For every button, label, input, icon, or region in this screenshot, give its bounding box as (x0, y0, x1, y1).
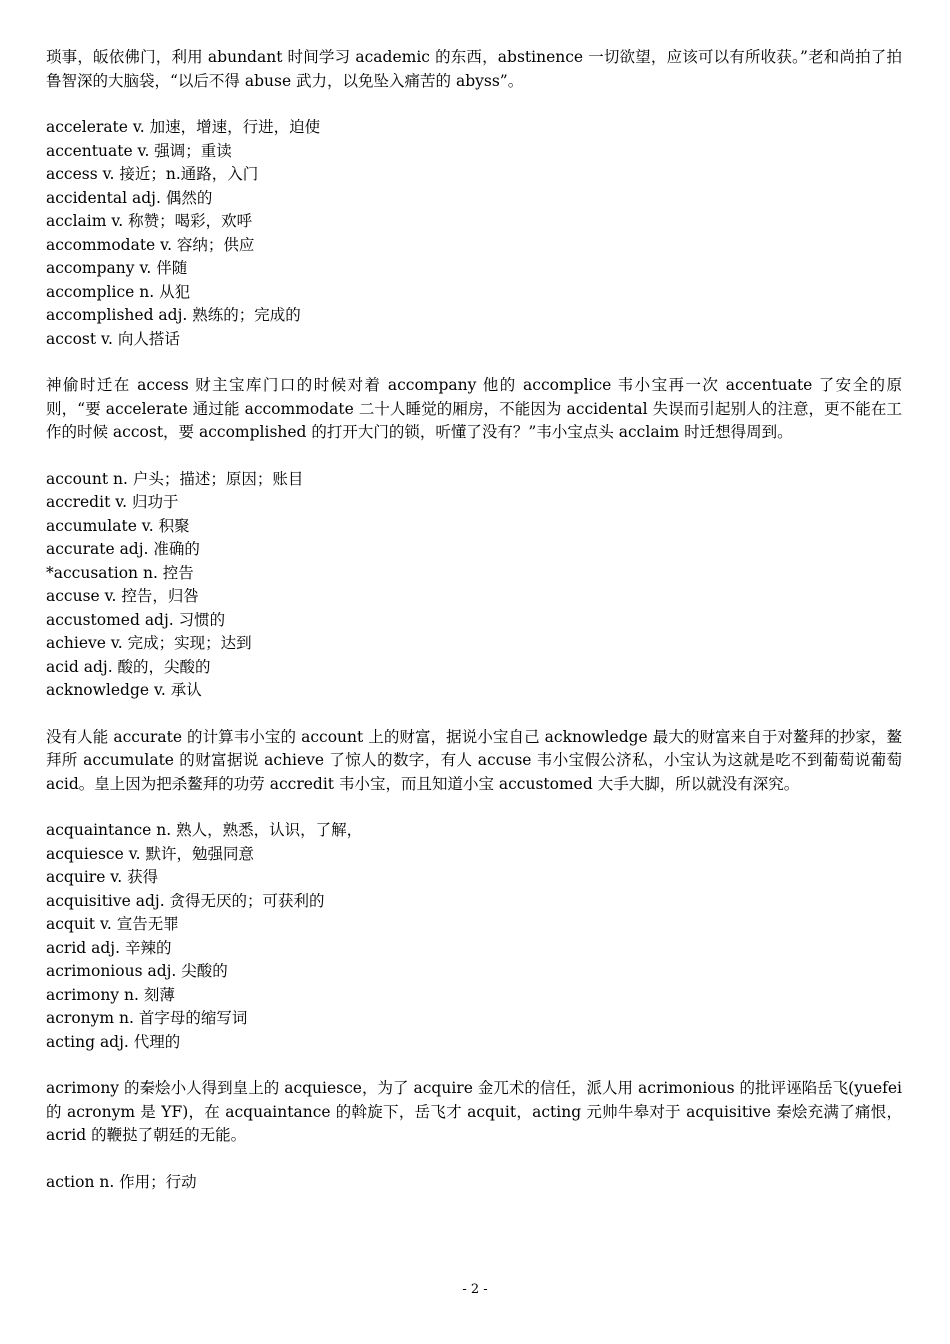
vocabulary-entry: acrimony n. 刻薄 (46, 985, 175, 1004)
paragraph-gap (46, 703, 902, 726)
vocabulary-entry: acrid adj. 辛辣的 (46, 938, 172, 957)
paragraph-gap (46, 796, 902, 819)
page-number: - 2 - (462, 1282, 488, 1297)
paragraph-gap (46, 1148, 902, 1171)
vocabulary-entry: accustomed adj. 习惯的 (46, 610, 226, 629)
vocabulary-entry: acid adj. 酸的，尖酸的 (46, 657, 211, 676)
vocabulary-entry: accost v. 向人搭话 (46, 329, 180, 348)
vocabulary-entry: acquit v. 宣告无罪 (46, 915, 179, 933)
vocabulary-list (46, 819, 902, 1054)
vocabulary-entry: acclaim v. 称赞；喝彩，欢呼 (46, 212, 253, 230)
vocabulary-entry: accompany v. 伴随 (46, 259, 188, 277)
vocabulary-entry: access v. 接近；n.通路，入门 (46, 165, 259, 183)
vocabulary-entry: acquisitive adj. 贪得无厌的；可获利的 (46, 891, 325, 910)
vocabulary-entry: accentuate v. 强调；重读 (46, 141, 232, 160)
vocabulary-entry: accredit v. 归功于 (46, 493, 179, 511)
vocabulary-entry: accelerate v. 加速，增速，行进，迫使 (46, 118, 321, 136)
story-paragraph: acrimony 的秦烩小人得到皇上的 acquiesce，为了 acquire 金兀术的信任，派人用 acrimonious 的批评诬陷岳飞(yuefei 的 acronym 是 YF)，在 acquaintance 的斡旋下，岳飞才 acquit，acting 元帅牛皋对于 acquisitive 秦烩充满了痛恨，acrid 的鞭挞了朝廷的无能。 (46, 1079, 902, 1144)
vocabulary-entry: account n. 户头；描述；原因；账目 (46, 469, 304, 488)
vocabulary-list (46, 1171, 902, 1195)
vocabulary-entry: accommodate v. 容纳；供应 (46, 235, 255, 254)
vocabulary-entry: acquire v. 获得 (46, 868, 159, 886)
vocabulary-entry: accurate adj. 准确的 (46, 540, 200, 558)
vocabulary-entry: accumulate v. 积聚 (46, 516, 190, 535)
vocabulary-entry: achieve v. 完成；实现；达到 (46, 634, 252, 652)
vocabulary-entry: acrimonious adj. 尖酸的 (46, 962, 228, 980)
vocabulary-entry: acquiesce v. 默许，勉强同意 (46, 844, 254, 863)
paragraph-gap (46, 351, 902, 374)
vocabulary-entry: accidental adj. 偶然的 (46, 188, 213, 207)
vocabulary-entry: acting adj. 代理的 (46, 1032, 181, 1051)
paragraph-gap (46, 1054, 902, 1077)
story-paragraph: 没有人能 accurate 的计算韦小宝的 account 上的财富，据说小宝自己 acknowledge 最大的财富来自于对鳌拜的抄家，鳌拜所 accumulate 的财富据说 achieve 了惊人的数字，有人 accuse 韦小宝假公济私，小宝认为这就是吃不到葡萄说葡萄 acid。皇上因为把杀鳌拜的功劳 accredit 韦小宝，而且知道小宝 accustomed 大手大脚，所以就没有深究。 (46, 727, 902, 793)
vocabulary-entry: accomplished adj. 熟练的；完成的 (46, 306, 301, 324)
document-page (46, 46, 902, 1194)
vocabulary-entry: acquaintance n. 熟人，熟悉，认识，了解， (46, 821, 363, 839)
vocabulary-entry: action n. 作用；行动 (46, 1172, 197, 1191)
vocabulary-list (46, 116, 902, 351)
vocabulary-list (46, 468, 902, 703)
vocabulary-entry: *accusation n. 控告 (46, 563, 194, 582)
vocabulary-entry: accuse v. 控告，归咎 (46, 587, 199, 605)
paragraph-gap (46, 93, 902, 116)
story-paragraph: 神偷时迁在 access 财主宝库门口的时候对着 accompany 他的 accomplice 韦小宝再一次 accentuate 了安全的原则，“要 accelerate 通过能 accommodate 二十人睡觉的厢房，不能因为 accidental 失误而引起别人的注意，更不能在工作的时候 accost，要 accomplished 的打开大门的锁，听懂了没有？”韦小宝点头 acclaim 时迁想得周到。 (46, 376, 902, 441)
vocabulary-entry: acronym n. 首字母的缩写词 (46, 1009, 248, 1027)
paragraph-gap (46, 445, 902, 468)
story-paragraph: 琐事，皈依佛门，利用 abundant 时间学习 academic 的东西，abstinence 一切欲望，应该可以有所收获。”老和尚拍了拍鲁智深的大脑袋，“以后不得 abuse 武力，以免坠入痛苦的 abyss”。 (46, 48, 902, 90)
vocabulary-entry: accomplice n. 从犯 (46, 282, 191, 301)
vocabulary-entry: acknowledge v. 承认 (46, 681, 202, 699)
